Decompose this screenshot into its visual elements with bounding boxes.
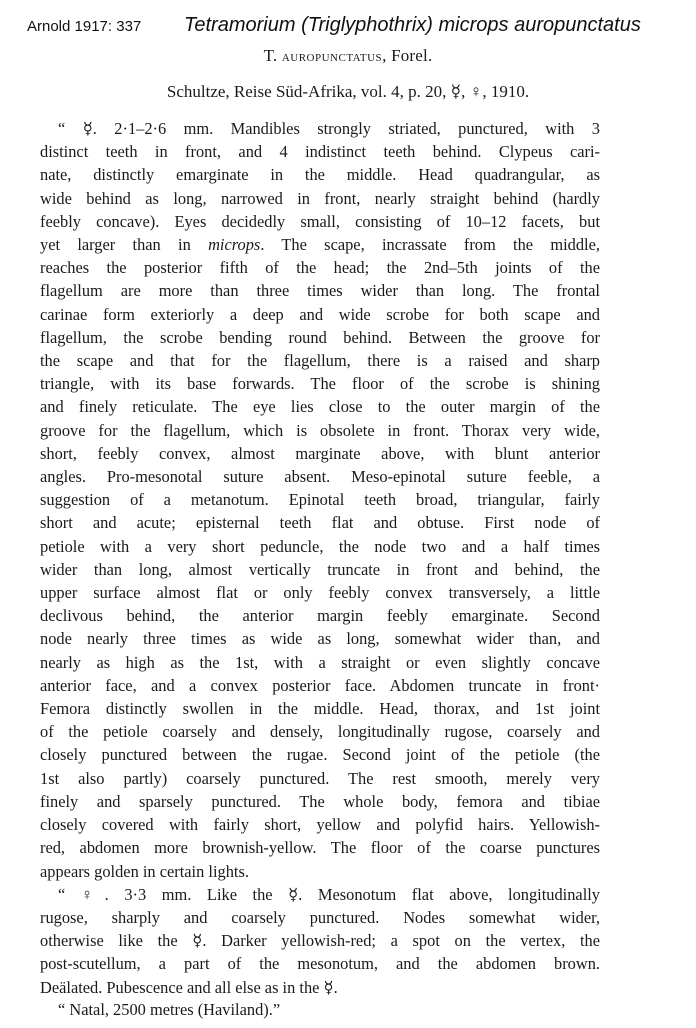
text-line: reaches the posterior fifth of the head; the 2nd–5th joints of the bbox=[40, 258, 600, 278]
species-heading bbox=[0, 46, 696, 66]
text-line: red, abdomen more brownish-yellow. The floor of the coarse punctures bbox=[40, 838, 600, 858]
text-line: closely covered with fairly short, yellow and polyfid hairs. Yellowish- bbox=[40, 815, 600, 835]
text-line: closely punctured between the rugae. Second joint of the petiole (the bbox=[40, 745, 600, 765]
text-line: anterior face, and a convex posterior face. Abdomen truncate in front· bbox=[40, 675, 600, 695]
citation-label: Arnold 1917: 337 bbox=[27, 18, 142, 35]
text-line: carinae form exteriorly a deep and wide scrobe for both scape and bbox=[40, 304, 600, 324]
species-name: auropunctatus bbox=[281, 49, 383, 65]
text-line: suggestion of a metanotum. Epinotal teeth broad, triangular, fairly bbox=[40, 490, 600, 510]
text-line: flagellum are more than three times wider than long. The frontal bbox=[40, 281, 600, 301]
text-line: short, feebly convex, almost marginate above, with blunt anterior bbox=[40, 443, 600, 463]
text-line: rugose, sharply and coarsely punctured. Nodes somewhat wider, bbox=[40, 907, 600, 927]
text-line: of the petiole coarsely and densely, longitudinally rugose, coarsely and bbox=[40, 722, 600, 742]
species-epithet: microps bbox=[208, 235, 261, 255]
page-header bbox=[0, 14, 696, 40]
text-line: triangle, with its base forwards. The floor of the scrobe is shining bbox=[40, 374, 600, 394]
text-line: angles. Pro-mesonotal suture absent. Meso-epinotal suture feeble, a bbox=[40, 467, 600, 487]
text-line: feebly concave). Eyes decidedly small, consisting of 10–12 facets, but bbox=[40, 211, 600, 231]
text-line: otherwise like the ☿. Darker yellowish-red; a spot on the vertex, the bbox=[40, 931, 600, 951]
text-line: and finely reticulate. The eye lies close to the outer margin of the bbox=[40, 397, 600, 417]
text-line: short and acute; episternal teeth flat and obtuse. First node of bbox=[40, 513, 600, 533]
text-line: distinct teeth in front, and 4 indistinct teeth behind. Clypeus cari- bbox=[40, 142, 600, 162]
text-line: wider than long, almost vertically truncate in front and behind, the bbox=[40, 559, 600, 579]
locality-line: “ Natal, 2500 metres (Haviland).” bbox=[58, 1000, 281, 1019]
species-author: , Forel. bbox=[382, 46, 433, 65]
text-line: appears golden in certain lights. bbox=[40, 861, 249, 881]
description-body bbox=[40, 117, 600, 999]
text-line: nate, distinctly emarginate in the middle. Head quadrangular, as bbox=[40, 165, 600, 185]
text-line: finely and sparsely punctured. The whole body, femora and tibiae bbox=[40, 791, 600, 811]
text-line: Deälated. Pubescence and all else as in the ☿. bbox=[40, 977, 338, 997]
text-line: petiole with a very short peduncle, the node two and a half times bbox=[40, 536, 600, 556]
text-line: flagellum, the scrobe bending round behind. Between the groove for bbox=[40, 327, 600, 347]
text-line: Femora distinctly swollen in the middle. Head, thorax, and 1st joint bbox=[40, 699, 600, 719]
text-line: nearly as high as the 1st, with a straight or even slightly concave bbox=[40, 652, 600, 672]
text-line: node nearly three times as wide as long, somewhat wider than, and bbox=[40, 629, 600, 649]
text-line: declivous behind, the anterior margin feebly emarginate. Second bbox=[40, 606, 600, 626]
text-line: yet larger than in microps. The scape, incrassate from the middle, bbox=[40, 235, 600, 255]
text-line: groove for the flagellum, which is obsolete in front. Thorax very wide, bbox=[40, 420, 600, 440]
text-line: “ ☿. 2·1–2·6 mm. Mandibles strongly striated, punctured, with 3 bbox=[58, 119, 600, 138]
text-line: 1st also partly) coarsely punctured. The rest smooth, merely very bbox=[40, 768, 600, 788]
text-line: post-scutellum, a part of the mesonotum, and the abdomen brown. bbox=[40, 954, 600, 974]
genus-abbrev: T. bbox=[263, 46, 278, 65]
taxon-title: Tetramorium (Triglyphothrix) microps auropunctatus bbox=[184, 14, 641, 36]
literature-reference: Schultze, Reise Süd-Afrika, vol. 4, p. 20, ☿, ♀, 1910. bbox=[166, 82, 530, 101]
text-line: upper surface almost flat or only feebly convex transversely, a little bbox=[40, 583, 600, 603]
text-line: “ ♀. 3·3 mm. Like the ☿. Mesonotum flat above, longitudinally bbox=[58, 884, 600, 904]
text-line: the scape and that for the flagellum, there is a raised and sharp bbox=[40, 351, 600, 371]
text-line: wide behind as long, narrowed in front, nearly straight behind (hardly bbox=[40, 188, 600, 208]
